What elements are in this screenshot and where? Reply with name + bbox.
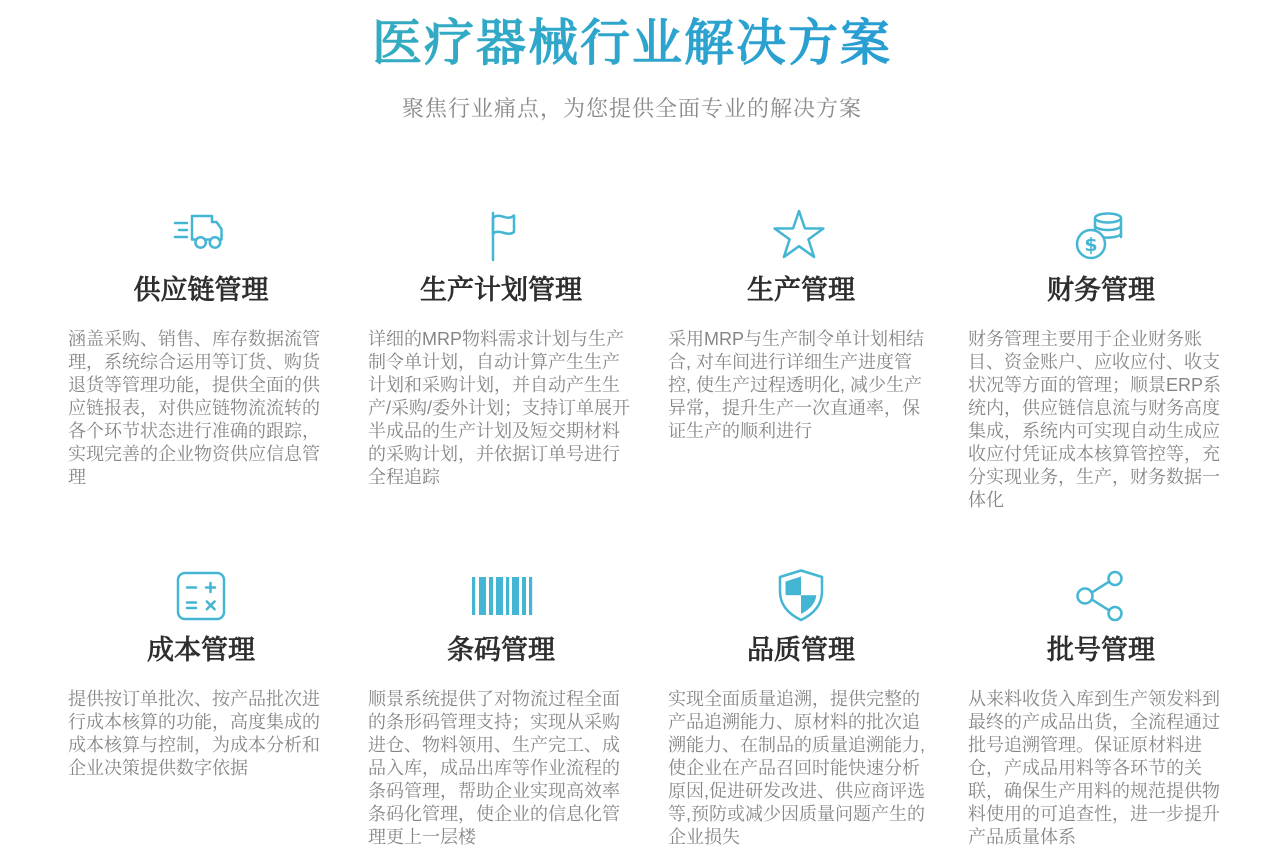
- card-title: 条码管理: [447, 635, 555, 665]
- flag-icon: [469, 208, 533, 264]
- card-desc: 顺景系统提供了对物流过程全面的条形码管理支持；实现从采购进仓、物料领用、生产完工、成品入库，成品出库等作业流程的条码管理，帮助企业实现高效率条码化管理，使企业的信息化管理更上一层楼: [368, 689, 620, 847]
- card-barcode: [368, 568, 634, 849]
- svg-text:$: $: [1084, 234, 1098, 256]
- card-supply-chain: [68, 208, 334, 512]
- delivery-truck-icon: [169, 208, 233, 264]
- card-icon-wrap: [68, 208, 334, 264]
- card-quality: [668, 568, 934, 849]
- card-desc: 从来料收货入库到生产领发料到最终的产成品出货，全流程通过批号追溯管理。保证原材料进仓，产成品用料等各环节的关联，确保生产用料的规范提供物料使用的可追查性，进一步提升产品质量体系: [968, 689, 1220, 847]
- card-icon-wrap: [368, 208, 634, 264]
- shield-check-icon: [769, 567, 833, 625]
- calculator-icon: [172, 568, 230, 624]
- page-title: 医疗器械行业解决方案: [0, 14, 1264, 72]
- card-title: 成本管理: [147, 635, 255, 665]
- share-nodes-icon: [1069, 568, 1133, 624]
- card-icon-wrap: [668, 568, 934, 624]
- card-title: 批号管理: [1047, 635, 1155, 665]
- card-title: 财务管理: [1047, 275, 1155, 305]
- card-title: 供应链管理: [133, 275, 269, 305]
- card-cost: [68, 568, 334, 849]
- barcode-icon: [469, 568, 533, 624]
- card-finance: [968, 208, 1234, 512]
- card-icon-wrap: [368, 568, 634, 624]
- card-production: [668, 208, 934, 512]
- card-desc: 详细的MRP物料需求计划与生产制令单计划，自动计算产生生产计划和采购计划，并自动产生生产/采购/委外计划；支持订单展开半成品的生产计划及短交期材料的采购计划，并依据订单号进行全程追踪: [368, 329, 631, 487]
- card-desc: 提供按订单批次、按产品批次进行成本核算的功能，高度集成的成本核算与控制，为成本分析和企业决策提供数字依据: [68, 689, 320, 778]
- card-desc: 采用MRP与生产制令单计划相结合, 对车间进行详细生产进度管控, 使生产过程透明化, 减少生产异常，提升生产一次直通率，保证生产的顺利进行: [668, 329, 924, 441]
- card-icon-wrap: [68, 568, 334, 624]
- page-subtitle: 聚焦行业痛点，为您提供全面专业的解决方案: [401, 96, 862, 121]
- card-icon-wrap: [968, 568, 1234, 624]
- card-production-planning: [368, 208, 634, 512]
- card-title: 生产计划管理: [420, 275, 582, 305]
- card-icon-wrap: [668, 208, 934, 264]
- star-icon: [769, 208, 833, 264]
- card-desc: 实现全面质量追溯，提供完整的产品追溯能力、原材料的批次追溯能力、在制品的质量追溯能力,使企业在产品召回时能快速分析原因,促进研发改进、供应商评选等,预防或减少因质量问题产生的企业损失: [668, 689, 925, 847]
- solutions-grid: [0, 208, 1264, 849]
- card-icon-wrap: [968, 208, 1234, 264]
- coins-dollar-icon: [1069, 208, 1133, 264]
- card-batch-number: [968, 568, 1234, 849]
- card-title: 生产管理: [747, 275, 855, 305]
- card-title: 品质管理: [747, 635, 855, 665]
- card-desc: 涵盖采购、销售、库存数据流管理，系统综合运用等订货、购货退货等管理功能，提供全面的供应链报表，对供应链物流流转的各个环节状态进行准确的跟踪，实现完善的企业物资供应信息管理: [68, 329, 320, 487]
- card-desc: 财务管理主要用于企业财务账目、资金账户、应收应付、收支状况等方面的管理；顺景ERP系统内，供应链信息流与财务高度集成，系统内可实现自动生成应收应付凭证成本核算管控等，充分实现业务，生产，财务数据一体化: [968, 329, 1222, 510]
